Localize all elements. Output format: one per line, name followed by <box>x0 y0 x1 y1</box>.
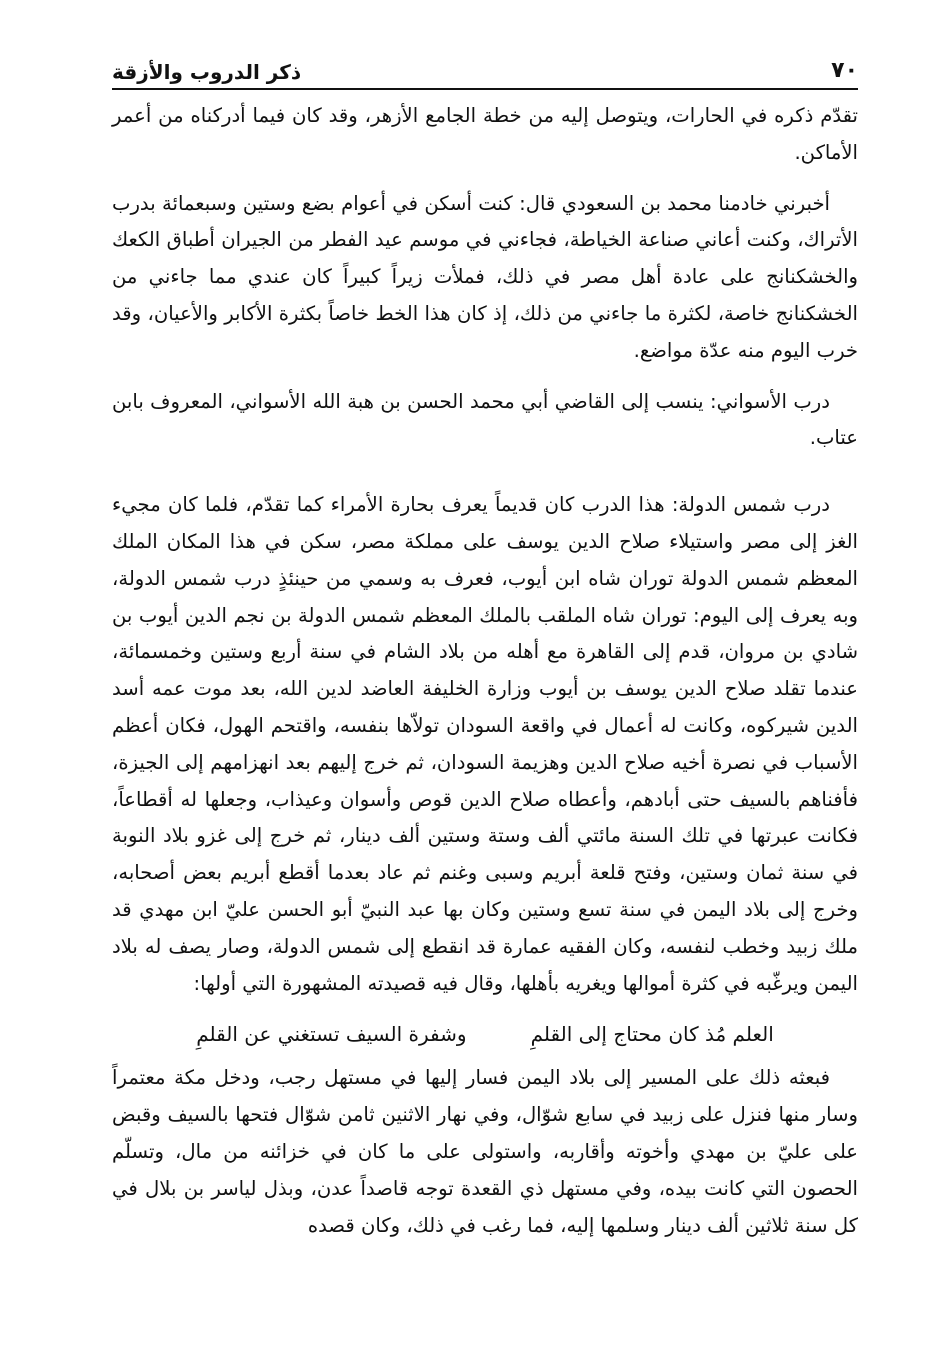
page-body <box>112 98 858 1244</box>
poem-verse <box>112 1014 858 1054</box>
paragraph-darb-shams-al-dawla: درب شمس الدولة: هذا الدرب كان قديماً يعرف بحارة الأمراء كما تقدّم، فلما كان مجيء الغز إلى مصر واستيلاء صلاح الدين يوسف على مملكة مصر، سكن في هذا المكان الملك المعظم شمس الدولة توران شاه ابن أيوب، فعرف به وسمي من حينئذٍ درب شمس الدولة، وبه يعرف إلى اليوم: توران شاه الملقب بالملك المعظم شمس الدولة بن نجم الدين أيوب بن شادي بن مروان، قدم إلى القاهرة مع أهله من بلاد الشام في سنة أربع وستين وخمسمائة، عندما تقلد صلاح الدين يوسف بن أيوب وزارة الخليفة العاضد لدين الله، بعد موت عمه أسد الدين شيركوه، وكانت له أعمال في واقعة السودان تولاّها بنفسه، واقتحم الهول، فكان أعظم الأسباب في نصرة أخيه صلاح الدين وهزيمة السودان، ثم خرج إليهم بعد انهزامهم إلى الجيزة، فأفناهم بالسيف حتى أبادهم، وأعطاه صلاح الدين قوص وأسوان وعيذاب، وجعلها له أقطاعاً، فكانت عبرتها في تلك السنة مائتي ألف وستة وستين ألف دينار، ثم خرج إلى غزو بلاد النوبة في سنة ثمان وستين، وفتح قلعة أبريم وسبى وغنم ثم عاد بعدما أقطع أبريم بعض أصحابه، وخرج إلى بلاد اليمن في سنة تسع وستين وكان بها عبد النبيّ أبو الحسن عليّ ابن مهدي قد ملك زبيد وخطب لنفسه، وكان الفقيه عمارة قد انقطع إلى شمس الدولة، وصار يصف له بلاد اليمن ويرغّبه في كثرة أموالها ويغريه بأهلها، وقال فيه قصيدته المشهورة التي أولها: <box>112 493 858 995</box>
page-number: ٧٠ <box>831 58 858 83</box>
paragraph-darb-al-aswani: درب الأسواني: ينسب إلى القاضي أبي محمد الحسن بن هبة الله الأسواني، المعروف بابن عتاب. <box>112 389 858 450</box>
verse-second-hemistich: وشفرة السيف تستغني عن القلمِ <box>196 1022 467 1047</box>
paragraph-continuation: تقدّم ذكره في الحارات، ويتوصل إليه من خطة الجامع الأزهر، وقد كان فيما أدركناه من أعمر الأماكن. <box>112 104 858 164</box>
book-page <box>112 40 858 1340</box>
paragraph-yemen-campaign: فبعثه ذلك على المسير إلى بلاد اليمن فسار إليها في مستهل رجب، ودخل مكة معتمراً وسار منها فنزل على زبيد في سابع شوّال، وفي نهار الاثنين ثامن شوّال فتحها بالسيف وقبض على عليّ بن مهدي وأخوته وأقاربه، واستولى على ما كان في خزائنه من مال، وتسلّم الحصون التي كانت بيده، وفي مستهل ذي القعدة توجه قاصداً عدن، وبذل لياسر بن بلال في كل سنة ثلاثين ألف دينار وسلمها إليه، فما رغب في ذلك، وكان قصده <box>112 1066 858 1237</box>
page-header <box>112 40 858 90</box>
verse-first-hemistich: العلم مُذ كان محتاج إلى القلمِ <box>530 1022 774 1047</box>
paragraph-narration: أخبرني خادمنا محمد بن السعودي قال: كنت أسكن في أعوام بضع وستين وسبعمائة بدرب الأتراك، وكنت أعاني صناعة الخياطة، فجاءني في موسم عيد الفطر من الجيران أطباق الكعك والخشكنانج على عادة أهل مصر في ذلك، فملأت زيراً كبيراً كان عندي مما جاءني من الخشكنانج خاصة، لكثرة ما جاءني من ذلك، إذ كان هذا الخط خاصاً بكثرة الأكابر والأعيان، وقد خرب اليوم منه عدّة مواضع. <box>112 191 858 362</box>
running-title: ذكر الدروب والأزقة <box>112 60 302 84</box>
